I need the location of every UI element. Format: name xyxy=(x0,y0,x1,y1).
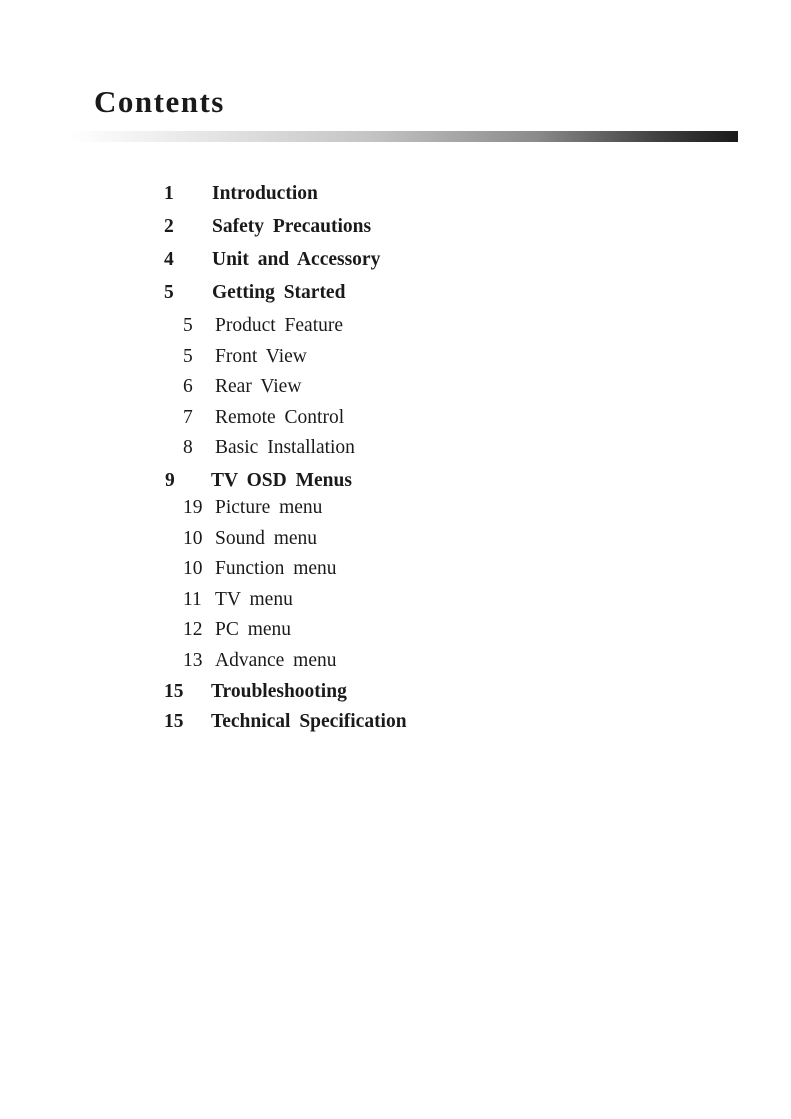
toc-label: Remote Control xyxy=(215,407,345,428)
toc-page-number: 5 xyxy=(183,346,193,367)
toc-label: Advance menu xyxy=(215,650,337,671)
toc-label: Introduction xyxy=(212,183,318,204)
toc-page-number: 10 xyxy=(183,528,203,549)
toc-page-number: 10 xyxy=(183,558,203,579)
toc-label: Unit and Accessory xyxy=(212,249,381,270)
page-title: Contents xyxy=(94,84,225,119)
toc-label: Rear View xyxy=(215,376,302,397)
toc-label: Safety Precautions xyxy=(212,216,372,237)
toc-page-number: 5 xyxy=(164,282,174,303)
toc-page-number: 9 xyxy=(165,470,175,491)
toc-label: Getting Started xyxy=(212,282,346,303)
toc-label: Sound menu xyxy=(215,528,318,549)
toc-label: Function menu xyxy=(215,558,337,579)
title-gradient-rule xyxy=(70,131,738,142)
toc-page-number: 8 xyxy=(183,437,193,458)
toc-label: Technical Specification xyxy=(211,711,407,732)
toc-page-number: 15 xyxy=(164,681,184,702)
toc-label: Product Feature xyxy=(215,315,344,336)
toc-page-number: 12 xyxy=(183,619,203,640)
toc-page-number: 19 xyxy=(183,497,203,518)
toc-label: PC menu xyxy=(215,619,292,640)
toc-label: TV OSD Menus xyxy=(211,470,352,491)
toc-page-number: 6 xyxy=(183,376,193,397)
toc-page-number: 7 xyxy=(183,407,193,428)
toc-label: Troubleshooting xyxy=(211,681,347,702)
toc-page-number: 2 xyxy=(164,216,174,237)
toc-label: Basic Installation xyxy=(215,437,355,458)
toc-label: TV menu xyxy=(215,589,293,610)
toc-page-number: 11 xyxy=(183,589,202,610)
toc-page-number: 1 xyxy=(164,183,174,204)
toc-page-number: 4 xyxy=(164,249,174,270)
toc-page-number: 13 xyxy=(183,650,203,671)
toc-page-number: 15 xyxy=(164,711,184,732)
toc-label: Picture menu xyxy=(215,497,323,518)
toc-page-number: 5 xyxy=(183,315,193,336)
toc-label: Front View xyxy=(215,346,307,367)
